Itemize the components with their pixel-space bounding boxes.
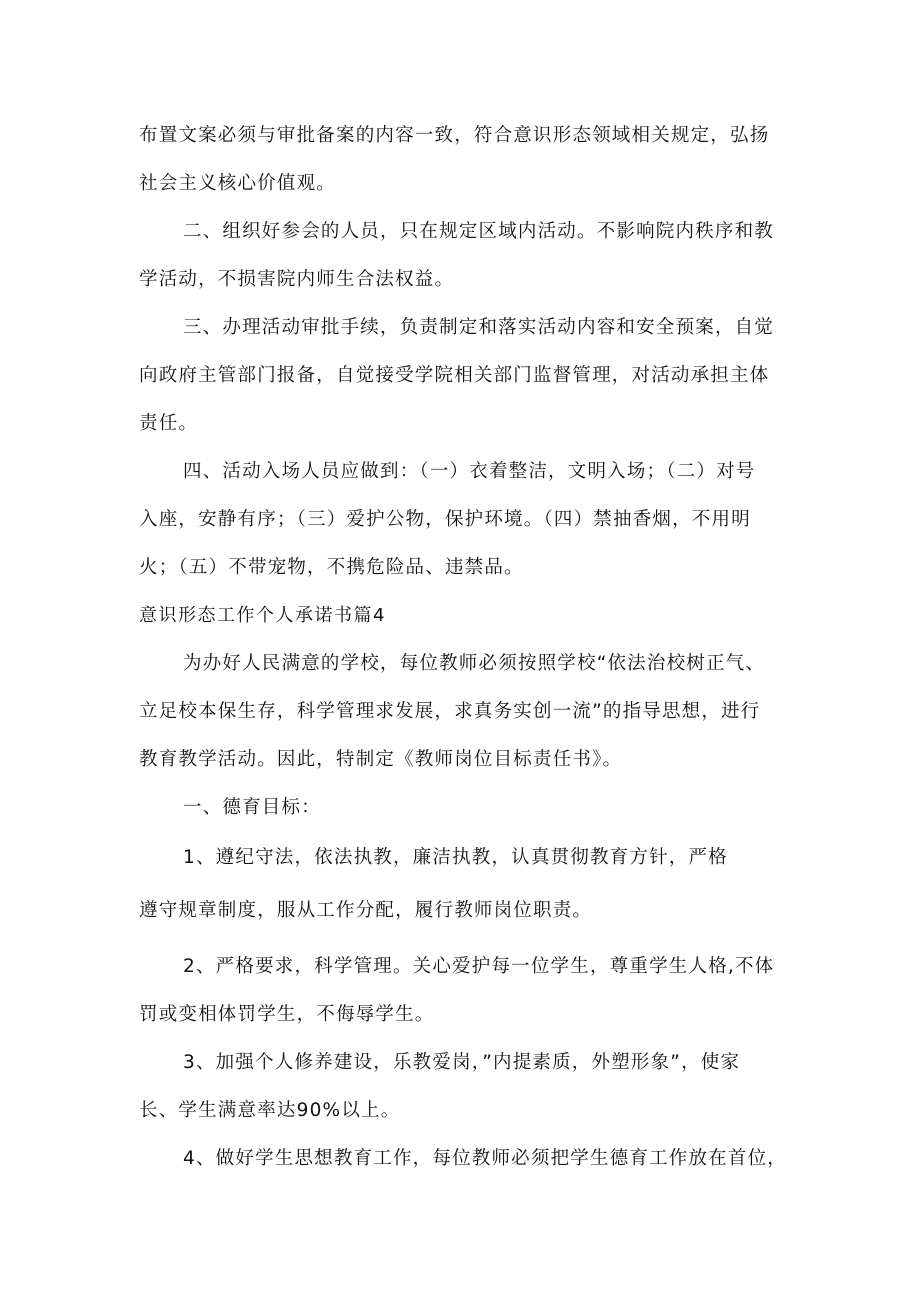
text-line: 为办好人民满意的学校，每位教师必须按照学校“依法治校树正气、 — [183, 653, 766, 674]
text-line: 社会主义核心价值观。 — [139, 173, 337, 194]
text-line: 罚或变相体罚学生，不侮辱学生。 — [139, 1004, 435, 1025]
text-line: 2、严格要求，科学管理。关心爱护每一位学生，尊重学生人格,不体 — [183, 956, 775, 977]
text-line: 学活动，不损害院内师生合法权益。 — [139, 269, 455, 290]
text-line: 教育教学活动。因此，特制定《教师岗位目标责任书》。 — [139, 749, 623, 770]
text-line: 1、遵纪守法，依法执教，廉洁执教，认真贯彻教育方针，严格 — [183, 847, 728, 868]
text-line: 二、组织好参会的人员，只在规定区域内活动。不影响院内秩序和教 — [183, 221, 775, 242]
text-line: 三、办理活动审批手续，负责制定和落实活动内容和安全预案，自觉 — [183, 317, 775, 338]
text-line: 4、做好学生思想教育工作，每位教师必须把学生德育工作放在首位， — [183, 1148, 787, 1169]
text-line: 3、加强个人修养建设，乐教爱岗，”内提素质，外塑形象”，使家 — [183, 1052, 741, 1073]
text-line: 长、学生满意率达90%以上。 — [139, 1100, 401, 1121]
text-line: 一、德育目标： — [183, 797, 321, 818]
text-line: 责任。 — [139, 413, 199, 434]
text-line: 布置文案必须与审批备案的内容一致，符合意识形态领域相关规定，弘扬 — [139, 125, 770, 146]
text-line: 火；（五）不带宠物，不携危险品、违禁品。 — [139, 557, 524, 578]
text-line: 四、活动入场人员应做到：（一）衣着整洁，文明入场；（二）对号 — [183, 461, 756, 482]
text-line: 遵守规章制度，服从工作分配，履行教师岗位职责。 — [139, 900, 593, 921]
text-line: 入座，安静有序；（三）爱护公物，保护环境。（四）禁抽香烟，不用明 — [139, 509, 751, 530]
text-line: 立足校本保生存，科学管理求发展，求真务实创一流”的指导思想，进行 — [139, 701, 761, 722]
text-line: 向政府主管部门报备，自觉接受学院相关部门监督管理，对活动承担主体 — [139, 365, 770, 386]
section-heading: 意识形态工作个人承诺书篇4 — [139, 605, 386, 626]
